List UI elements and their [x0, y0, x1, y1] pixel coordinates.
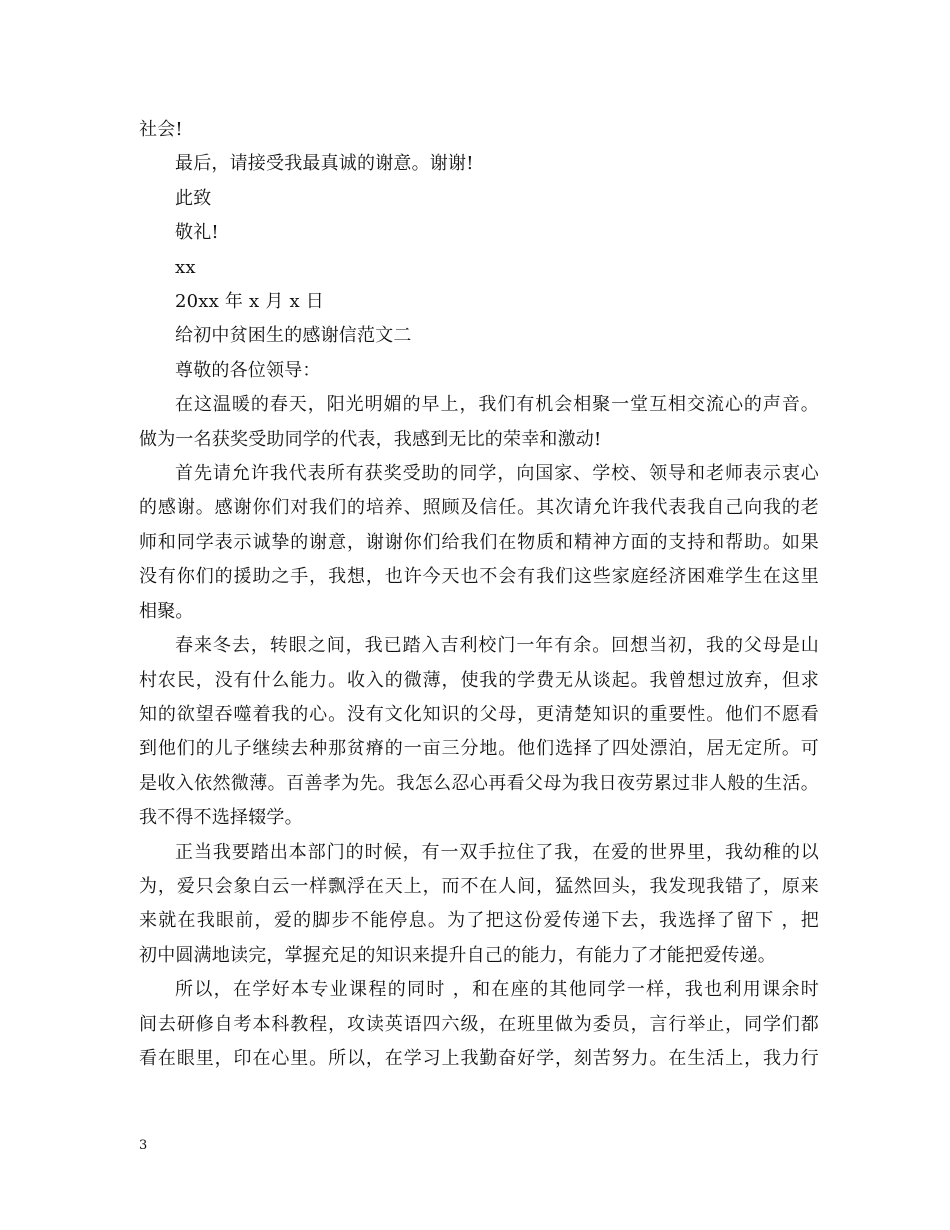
text-line: 社会!	[139, 119, 183, 140]
text-line: 做为一名获奖受助同学的代表，我感到无比的荣幸和激动!	[139, 428, 602, 450]
text-line: 春来冬去，转眼之间，我已踏入吉利校门一年有余。回想当初，我的父母是山	[175, 635, 819, 657]
text-line: 初中圆满地读完，掌握充足的知识来提升自己的能力，有能力了才能把爱传递。	[139, 944, 776, 966]
document-body	[139, 113, 819, 1076]
text-line: 看在眼里，印在心里。所以，在学习上我勤奋好学，刻苦努力。在生活上，我力行	[139, 1047, 819, 1069]
text-line: 尊敬的各位领导：	[175, 359, 321, 381]
text-line: 最后，请接受我最真诚的谢意。谢谢!	[175, 153, 474, 175]
text-line: 我不得不选择辍学。	[139, 807, 303, 829]
text-line: 没有你们的援助之手，我想，也许今天也不会有我们这些家庭经济困难学生在这里	[139, 566, 819, 588]
text-line: 此致	[175, 187, 212, 209]
text-line: 知的欲望吞噬着我的心。没有文化知识的父母，更清楚知识的重要性。他们不愿看	[139, 703, 819, 725]
text-line: 的感谢。感谢你们对我们的培养、照顾及信任。其次请允许我代表我自己向我的老	[139, 497, 819, 519]
text-line: 村农民，没有什么能力。收入的微薄，使我的学费无从谈起。我曾想过放弃，但求	[139, 669, 819, 691]
text-line: 敬礼!	[175, 222, 219, 244]
text-line: 在这温暖的春天，阳光明媚的早上，我们有机会相聚一堂互相交流心的声音。	[175, 394, 819, 416]
text-line: 20xx 年 x 月 x 日	[175, 291, 324, 313]
text-line: 给初中贫困生的感谢信范文二	[175, 325, 412, 347]
text-line: xx	[175, 256, 196, 278]
text-line: 正当我要踏出本部门的时候，有一双手拉住了我，在爱的世界里，我幼稚的以	[175, 841, 819, 863]
page-number: 3	[139, 1138, 148, 1153]
text-line: 到他们的儿子继续去种那贫瘠的一亩三分地。他们选择了四处漂泊，居无定所。可	[139, 738, 819, 760]
text-line: 所以，在学好本专业课程的同时 ，和在座的其他同学一样，我也利用课余时	[175, 979, 819, 1001]
text-line: 为，爱只会象白云一样飘浮在天上，而不在人间，猛然回头，我发现我错了，原来	[139, 875, 819, 897]
text-line: 是收入依然微薄。百善孝为先。我怎么忍心再看父母为我日夜劳累过非人般的生活。	[139, 772, 819, 794]
text-line: 师和同学表示诚挚的谢意，谢谢你们给我们在物质和精神方面的支持和帮助。如果	[139, 531, 819, 553]
text-line: 间去研修自考本科教程，攻读英语四六级，在班里做为委员，言行举止，同学们都	[139, 1013, 819, 1035]
text-line: 相聚。	[139, 600, 194, 622]
text-line: 首先请允许我代表所有获奖受助的同学，向国家、学校、领导和老师表示衷心	[175, 463, 819, 485]
text-line: 来就在我眼前，爱的脚步不能停息。为了把这份爱传递下去，我选择了留下 ，把	[139, 910, 819, 932]
